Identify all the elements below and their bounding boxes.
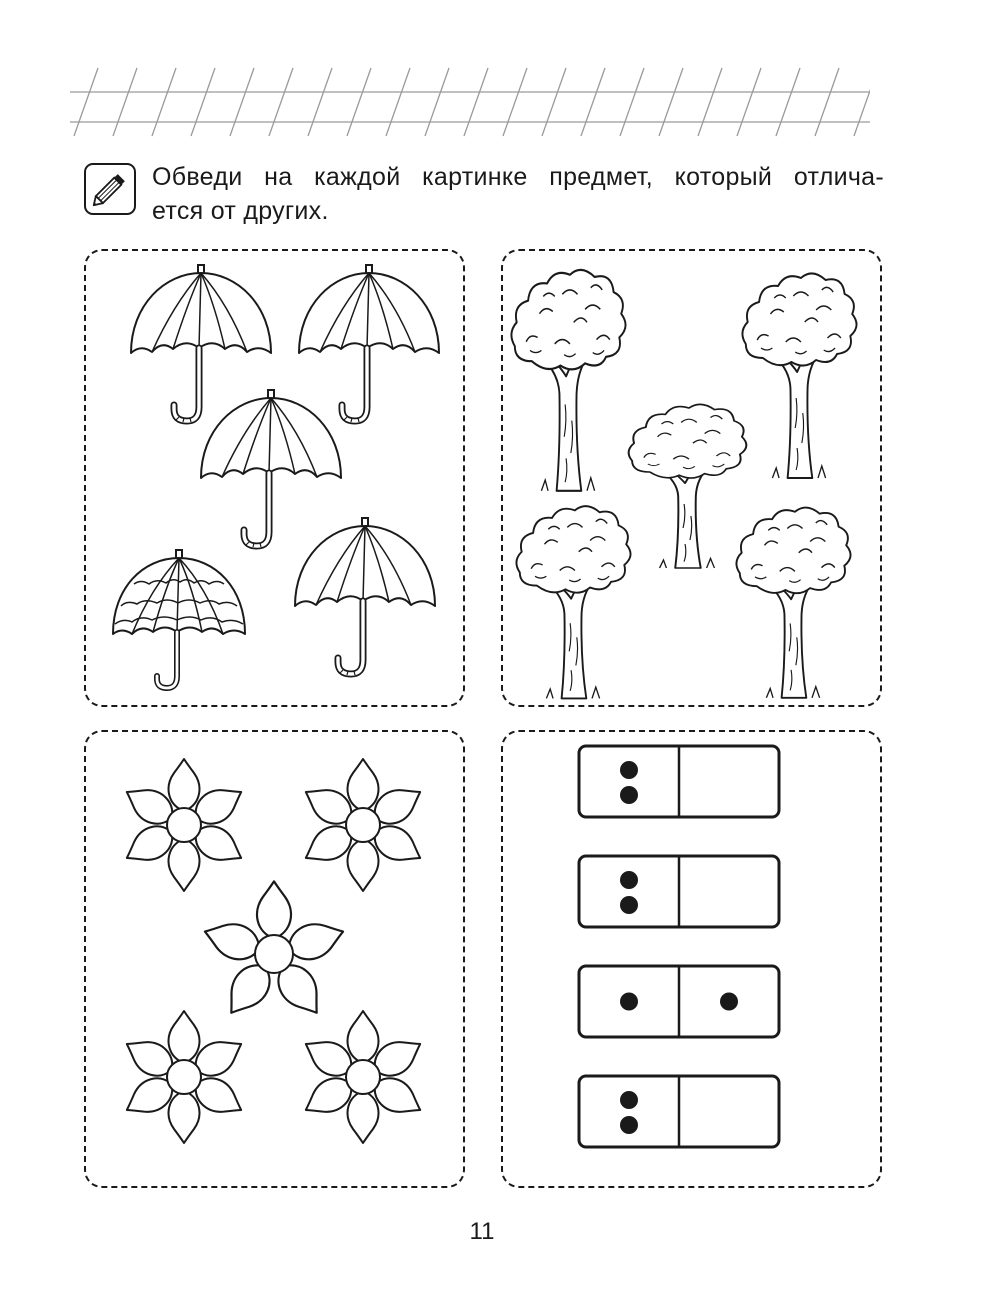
umbrella-odd[interactable] [113,550,245,688]
ruling-slant [737,68,761,136]
dominoes-panel[interactable] [501,730,882,1188]
tree-1[interactable] [511,270,625,491]
tree-2[interactable] [742,273,856,478]
flower-1[interactable] [119,759,249,891]
umbrella-5[interactable] [295,518,435,675]
ruling-slant [152,68,176,136]
instruction-line-2: ется от других. [152,197,329,225]
flower-4[interactable] [119,1011,249,1143]
flower-odd[interactable] [200,881,349,1022]
ruling-slant [347,68,371,136]
ruling-slant [386,68,410,136]
ruling-slant [776,68,800,136]
instruction-text [152,160,884,228]
umbrellas-panel[interactable] [84,249,465,707]
ruling-slant [464,68,488,136]
flower-2[interactable] [298,759,428,891]
ruling-slant [854,68,870,136]
tree-5[interactable] [736,508,850,698]
ruling-slant [269,68,293,136]
trees-panel[interactable] [501,249,882,707]
ruling-slant [503,68,527,136]
flower-5[interactable] [298,1011,428,1143]
tree-3[interactable] [629,404,747,568]
pencil-icon [84,163,136,215]
ruling-slant [620,68,644,136]
domino-pip [720,993,738,1011]
ruling-slant [425,68,449,136]
domino-tile[interactable] [579,1076,779,1147]
domino-pip [620,896,638,914]
instruction-line-1: Обведи на каждой картинке предмет, который отлича- [152,163,884,191]
domino-pip [620,1116,638,1134]
ruling-slant [308,68,332,136]
domino-pip [620,871,638,889]
ruling-slant [815,68,839,136]
ruling-slant [113,68,137,136]
ruling-slant [581,68,605,136]
flowers-panel[interactable] [84,730,465,1188]
domino-pip [620,1091,638,1109]
domino-pip [620,993,638,1011]
ruling-slant [659,68,683,136]
ruling-slant [230,68,254,136]
ruling-slant [698,68,722,136]
handwriting-ruling [70,62,870,142]
ruling-slant [542,68,566,136]
page-number: 11 [469,1218,495,1245]
domino-tile[interactable] [579,746,779,817]
ruling-slant [191,68,215,136]
umbrella-3[interactable] [201,390,341,547]
domino-tile[interactable] [579,966,779,1037]
tree-4[interactable] [516,506,630,698]
domino-pip [620,761,638,779]
umbrella-2[interactable] [299,265,439,422]
domino-pip [620,786,638,804]
umbrella-1[interactable] [131,265,271,422]
ruling-slant [74,68,98,136]
domino-tile[interactable] [579,856,779,927]
